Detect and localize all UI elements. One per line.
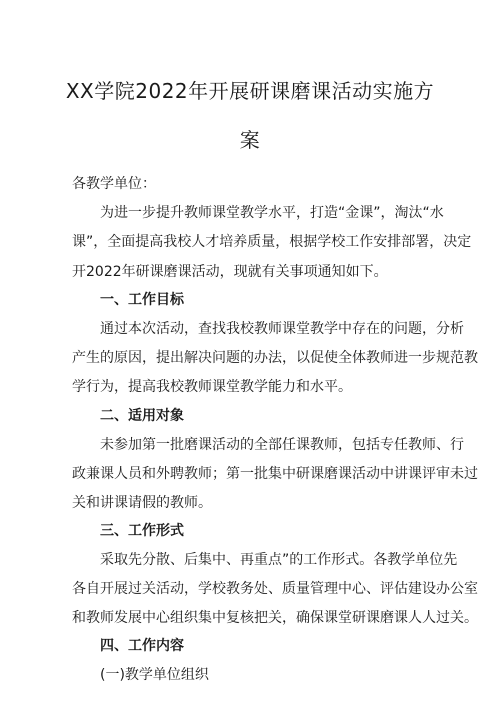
section-audience-line-3: 关和讲课请假的教师。 <box>72 495 212 511</box>
section-heading-content: 四、工作内容 <box>100 638 184 654</box>
section-heading-goals: 一、工作目标 <box>100 292 184 308</box>
section-format-line-1: 采取先分散、后集中、再重点”的工作形式。各教学单位先 <box>100 552 458 568</box>
intro-line-1: 为进一步提升教师课堂教学水平，打造“金课”，淘汰“水 <box>100 205 444 221</box>
intro-line-3: 开2022年研课磨课活动，现就有关事项通知如下。 <box>72 264 388 280</box>
section-format-line-2: 各自开展过关活动，学校教务处、质量管理中心、评估建设办公室 <box>72 581 478 597</box>
section-audience-line-2: 政兼课人员和外聘教师；第一批集中研课磨课活动中讲课评审未过 <box>72 466 478 482</box>
document-title-line-1: XX学院2022年开展研课磨课活动实施方 <box>65 79 435 103</box>
intro-line-2: 课”，全面提高我校人才培养质量，根据学校工作安排部署，决定 <box>72 234 472 250</box>
section-goals-line-1: 通过本次活动，查找我校教师课堂教学中存在的问题，分析 <box>100 321 464 337</box>
section-content-line-1: (一)教学单位组织 <box>100 667 209 683</box>
section-audience-line-1: 未参加第一批磨课活动的全部任课教师，包括专任教师、行 <box>100 437 464 453</box>
section-heading-audience: 二、适用对象 <box>100 408 184 424</box>
section-goals-line-2: 产生的原因，提出解决问题的办法，以促使全体教师进一步规范教 <box>72 350 478 366</box>
document-title-line-2: 案 <box>239 128 261 152</box>
section-format-line-3: 和教师发展中心组织集中复核把关，确保课堂研课磨课人人过关。 <box>72 610 478 626</box>
section-goals-line-3: 学行为，提高我校教师课堂教学能力和水平。 <box>72 379 352 395</box>
salutation: 各教学单位： <box>72 176 156 192</box>
section-heading-format: 三、工作形式 <box>100 523 184 539</box>
